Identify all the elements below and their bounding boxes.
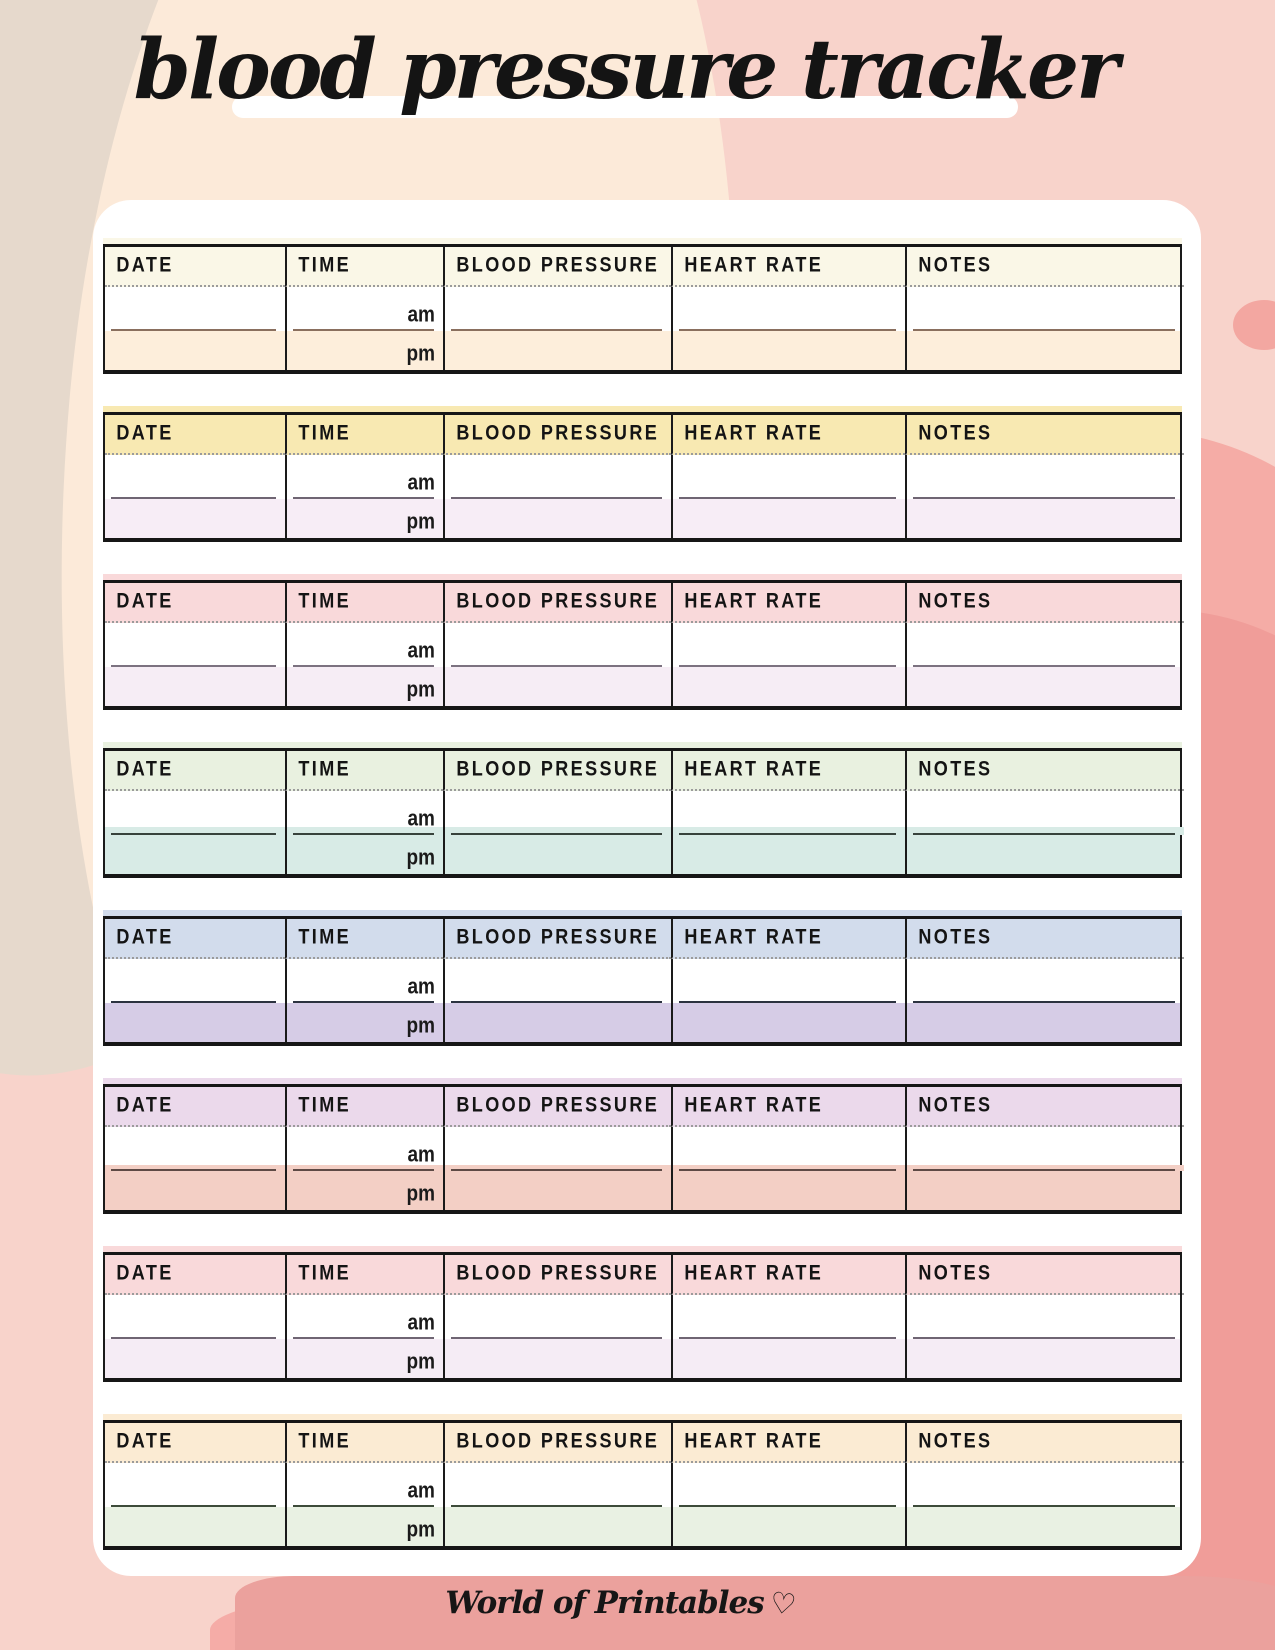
- notes-pm-field: [905, 1003, 1184, 1042]
- column-header-date: [105, 583, 285, 623]
- column-header-label: NOTES: [918, 1261, 993, 1286]
- block-am-row: [103, 623, 1182, 667]
- tracker-block-8: [103, 1419, 1182, 1550]
- date-pm-field: [105, 667, 285, 706]
- time-pm-field: [285, 1171, 443, 1210]
- column-header-notes: [905, 247, 1184, 287]
- blood-pressure-pm-field: [443, 1003, 671, 1042]
- column-header-label: BLOOD PRESSURE: [456, 253, 660, 278]
- blood-pressure-am-field: [443, 287, 671, 331]
- block-pm-row: [103, 499, 1182, 542]
- block-top-strip: [103, 574, 1182, 580]
- column-header-label: HEART RATE: [684, 589, 824, 614]
- blood-pressure-am-field: [443, 1127, 671, 1171]
- column-header-blood-pressure: [443, 247, 671, 287]
- notes-pm-field: [905, 331, 1184, 370]
- block-header-row: [103, 747, 1182, 791]
- column-header-label: DATE: [116, 1093, 174, 1118]
- blood-pressure-am-field: [443, 791, 671, 835]
- tracker-block-2: [103, 411, 1182, 542]
- column-header-label: DATE: [116, 1261, 174, 1286]
- heart-rate-am-field: [671, 623, 905, 667]
- column-header-label: NOTES: [918, 1429, 993, 1454]
- heart-rate-pm-field: [671, 667, 905, 706]
- heart-rate-pm-field: [671, 1003, 905, 1042]
- notes-am-field: [905, 623, 1184, 667]
- column-header-label: TIME: [298, 757, 352, 782]
- time-am-field: [285, 791, 443, 835]
- time-am-field: [285, 959, 443, 1003]
- block-header-row: [103, 411, 1182, 455]
- am-label: am: [407, 1142, 435, 1167]
- time-am-field: [285, 1463, 443, 1507]
- column-header-label: DATE: [116, 421, 174, 446]
- pm-label: pm: [406, 509, 435, 534]
- date-pm-field: [105, 1171, 285, 1210]
- time-pm-field: [285, 1507, 443, 1546]
- block-am-row: [103, 959, 1182, 1003]
- pm-label: pm: [406, 1349, 435, 1374]
- column-header-label: NOTES: [918, 253, 993, 278]
- column-header-date: [105, 1255, 285, 1295]
- footer: [0, 1585, 1240, 1621]
- time-pm-field: [285, 1339, 443, 1378]
- tracker-block-6: [103, 1083, 1182, 1214]
- notes-am-field: [905, 287, 1184, 331]
- blood-pressure-am-field: [443, 959, 671, 1003]
- column-header-label: NOTES: [918, 925, 993, 950]
- notes-pm-field: [905, 1171, 1184, 1210]
- column-header-date: [105, 751, 285, 791]
- tracker-block-5: [103, 915, 1182, 1046]
- date-am-field: [105, 1463, 285, 1507]
- heart-rate-pm-field: [671, 1339, 905, 1378]
- date-pm-field: [105, 835, 285, 874]
- block-pm-row: [103, 835, 1182, 878]
- column-header-date: [105, 1087, 285, 1127]
- column-header-blood-pressure: [443, 1255, 671, 1295]
- pm-label: pm: [406, 845, 435, 870]
- column-header-label: DATE: [116, 757, 174, 782]
- column-header-heart-rate: [671, 415, 905, 455]
- heart-rate-am-field: [671, 959, 905, 1003]
- column-header-label: TIME: [298, 421, 352, 446]
- column-header-label: DATE: [116, 1429, 174, 1454]
- blood-pressure-am-field: [443, 455, 671, 499]
- notes-am-field: [905, 959, 1184, 1003]
- column-header-time: [285, 247, 443, 287]
- column-header-notes: [905, 1087, 1184, 1127]
- block-pm-row: [103, 1003, 1182, 1046]
- blood-pressure-pm-field: [443, 499, 671, 538]
- column-header-blood-pressure: [443, 583, 671, 623]
- time-am-field: [285, 1127, 443, 1171]
- column-header-notes: [905, 1423, 1184, 1463]
- column-header-notes: [905, 583, 1184, 623]
- am-label: am: [407, 1310, 435, 1335]
- block-header-row: [103, 579, 1182, 623]
- column-header-blood-pressure: [443, 1087, 671, 1127]
- am-label: am: [407, 302, 435, 327]
- block-top-strip: [103, 238, 1182, 244]
- block-header-row: [103, 1251, 1182, 1295]
- am-label: am: [407, 974, 435, 999]
- blood-pressure-am-field: [443, 1463, 671, 1507]
- heart-rate-am-field: [671, 455, 905, 499]
- column-header-heart-rate: [671, 919, 905, 959]
- heart-rate-pm-field: [671, 499, 905, 538]
- column-header-label: TIME: [298, 253, 352, 278]
- block-pm-row: [103, 331, 1182, 374]
- column-header-blood-pressure: [443, 1423, 671, 1463]
- column-header-blood-pressure: [443, 751, 671, 791]
- date-pm-field: [105, 1003, 285, 1042]
- block-top-strip: [103, 910, 1182, 916]
- column-header-notes: [905, 1255, 1184, 1295]
- column-header-label: BLOOD PRESSURE: [456, 757, 660, 782]
- am-label: am: [407, 806, 435, 831]
- am-label: am: [407, 1478, 435, 1503]
- column-header-label: DATE: [116, 589, 174, 614]
- block-pm-row: [103, 1339, 1182, 1382]
- column-header-label: DATE: [116, 253, 174, 278]
- column-header-heart-rate: [671, 247, 905, 287]
- block-am-row: [103, 1127, 1182, 1171]
- time-am-field: [285, 455, 443, 499]
- date-am-field: [105, 1295, 285, 1339]
- pm-label: pm: [406, 1517, 435, 1542]
- column-header-label: TIME: [298, 1429, 352, 1454]
- blood-pressure-pm-field: [443, 835, 671, 874]
- column-header-time: [285, 919, 443, 959]
- column-header-label: BLOOD PRESSURE: [456, 1429, 660, 1454]
- blood-pressure-pm-field: [443, 1339, 671, 1378]
- block-am-row: [103, 791, 1182, 835]
- column-header-label: HEART RATE: [684, 253, 824, 278]
- column-header-notes: [905, 415, 1184, 455]
- time-pm-field: [285, 331, 443, 370]
- column-header-date: [105, 1423, 285, 1463]
- am-label: am: [407, 638, 435, 663]
- tracker-block-3: [103, 579, 1182, 710]
- pm-label: pm: [406, 677, 435, 702]
- time-am-field: [285, 623, 443, 667]
- notes-am-field: [905, 1463, 1184, 1507]
- block-header-row: [103, 1083, 1182, 1127]
- column-header-heart-rate: [671, 751, 905, 791]
- tracker-block-4: [103, 747, 1182, 878]
- pm-label: pm: [406, 1013, 435, 1038]
- column-header-time: [285, 415, 443, 455]
- block-top-strip: [103, 406, 1182, 412]
- column-header-label: BLOOD PRESSURE: [456, 1261, 660, 1286]
- date-am-field: [105, 455, 285, 499]
- page-title: blood pressure tracker: [133, 22, 1117, 118]
- time-am-field: [285, 287, 443, 331]
- time-pm-field: [285, 667, 443, 706]
- heart-rate-pm-field: [671, 835, 905, 874]
- column-header-time: [285, 583, 443, 623]
- column-header-label: DATE: [116, 925, 174, 950]
- heart-rate-pm-field: [671, 1171, 905, 1210]
- column-header-label: HEART RATE: [684, 1261, 824, 1286]
- column-header-heart-rate: [671, 583, 905, 623]
- notes-pm-field: [905, 1507, 1184, 1546]
- heart-rate-am-field: [671, 287, 905, 331]
- column-header-notes: [905, 919, 1184, 959]
- blood-pressure-am-field: [443, 623, 671, 667]
- column-header-label: TIME: [298, 1261, 352, 1286]
- blood-pressure-pm-field: [443, 1507, 671, 1546]
- block-top-strip: [103, 1414, 1182, 1420]
- column-header-label: HEART RATE: [684, 757, 824, 782]
- block-header-row: [103, 1419, 1182, 1463]
- bg-blob-pink-bump: [1233, 300, 1275, 350]
- column-header-label: TIME: [298, 925, 352, 950]
- column-header-date: [105, 247, 285, 287]
- notes-am-field: [905, 1295, 1184, 1339]
- time-pm-field: [285, 499, 443, 538]
- block-header-row: [103, 915, 1182, 959]
- date-pm-field: [105, 1507, 285, 1546]
- column-header-label: TIME: [298, 589, 352, 614]
- time-pm-field: [285, 1003, 443, 1042]
- notes-am-field: [905, 455, 1184, 499]
- blood-pressure-pm-field: [443, 667, 671, 706]
- column-header-label: HEART RATE: [684, 925, 824, 950]
- block-am-row: [103, 455, 1182, 499]
- column-header-label: NOTES: [918, 421, 993, 446]
- date-am-field: [105, 959, 285, 1003]
- column-header-label: NOTES: [918, 589, 993, 614]
- column-header-time: [285, 751, 443, 791]
- column-header-label: BLOOD PRESSURE: [456, 421, 660, 446]
- notes-am-field: [905, 1127, 1184, 1171]
- pm-label: pm: [406, 341, 435, 366]
- column-header-heart-rate: [671, 1255, 905, 1295]
- block-header-row: [103, 243, 1182, 287]
- column-header-label: HEART RATE: [684, 1093, 824, 1118]
- notes-pm-field: [905, 667, 1184, 706]
- notes-pm-field: [905, 499, 1184, 538]
- column-header-label: NOTES: [918, 757, 993, 782]
- am-label: am: [407, 470, 435, 495]
- heart-rate-am-field: [671, 791, 905, 835]
- column-header-label: BLOOD PRESSURE: [456, 925, 660, 950]
- block-pm-row: [103, 1171, 1182, 1214]
- block-pm-row: [103, 667, 1182, 710]
- heart-rate-am-field: [671, 1463, 905, 1507]
- tracker-card: [93, 200, 1201, 1576]
- tracker-block-7: [103, 1251, 1182, 1382]
- blood-pressure-am-field: [443, 1295, 671, 1339]
- notes-pm-field: [905, 835, 1184, 874]
- heart-rate-am-field: [671, 1295, 905, 1339]
- tracker-blocks: [103, 200, 1182, 1550]
- column-header-label: BLOOD PRESSURE: [456, 1093, 660, 1118]
- heart-icon: ♡: [767, 1584, 797, 1622]
- date-pm-field: [105, 331, 285, 370]
- column-header-label: NOTES: [918, 1093, 993, 1118]
- column-header-label: BLOOD PRESSURE: [456, 589, 660, 614]
- block-pm-row: [103, 1507, 1182, 1550]
- date-pm-field: [105, 499, 285, 538]
- column-header-date: [105, 919, 285, 959]
- notes-am-field: [905, 791, 1184, 835]
- date-am-field: [105, 287, 285, 331]
- block-am-row: [103, 1295, 1182, 1339]
- footer-brand: World of Printables: [445, 1585, 764, 1621]
- date-pm-field: [105, 1339, 285, 1378]
- blood-pressure-pm-field: [443, 331, 671, 370]
- column-header-blood-pressure: [443, 415, 671, 455]
- block-am-row: [103, 287, 1182, 331]
- heart-rate-pm-field: [671, 1507, 905, 1546]
- column-header-time: [285, 1255, 443, 1295]
- column-header-date: [105, 415, 285, 455]
- column-header-label: TIME: [298, 1093, 352, 1118]
- time-pm-field: [285, 835, 443, 874]
- date-am-field: [105, 791, 285, 835]
- date-am-field: [105, 1127, 285, 1171]
- column-header-time: [285, 1087, 443, 1127]
- tracker-block-1: [103, 243, 1182, 374]
- heart-rate-pm-field: [671, 331, 905, 370]
- heart-rate-am-field: [671, 1127, 905, 1171]
- column-header-label: HEART RATE: [684, 421, 824, 446]
- block-am-row: [103, 1463, 1182, 1507]
- column-header-label: HEART RATE: [684, 1429, 824, 1454]
- column-header-notes: [905, 751, 1184, 791]
- block-top-strip: [103, 742, 1182, 748]
- time-am-field: [285, 1295, 443, 1339]
- column-header-time: [285, 1423, 443, 1463]
- column-header-blood-pressure: [443, 919, 671, 959]
- block-top-strip: [103, 1078, 1182, 1084]
- notes-pm-field: [905, 1339, 1184, 1378]
- pm-label: pm: [406, 1181, 435, 1206]
- block-top-strip: [103, 1246, 1182, 1252]
- column-header-heart-rate: [671, 1423, 905, 1463]
- date-am-field: [105, 623, 285, 667]
- blood-pressure-pm-field: [443, 1171, 671, 1210]
- column-header-heart-rate: [671, 1087, 905, 1127]
